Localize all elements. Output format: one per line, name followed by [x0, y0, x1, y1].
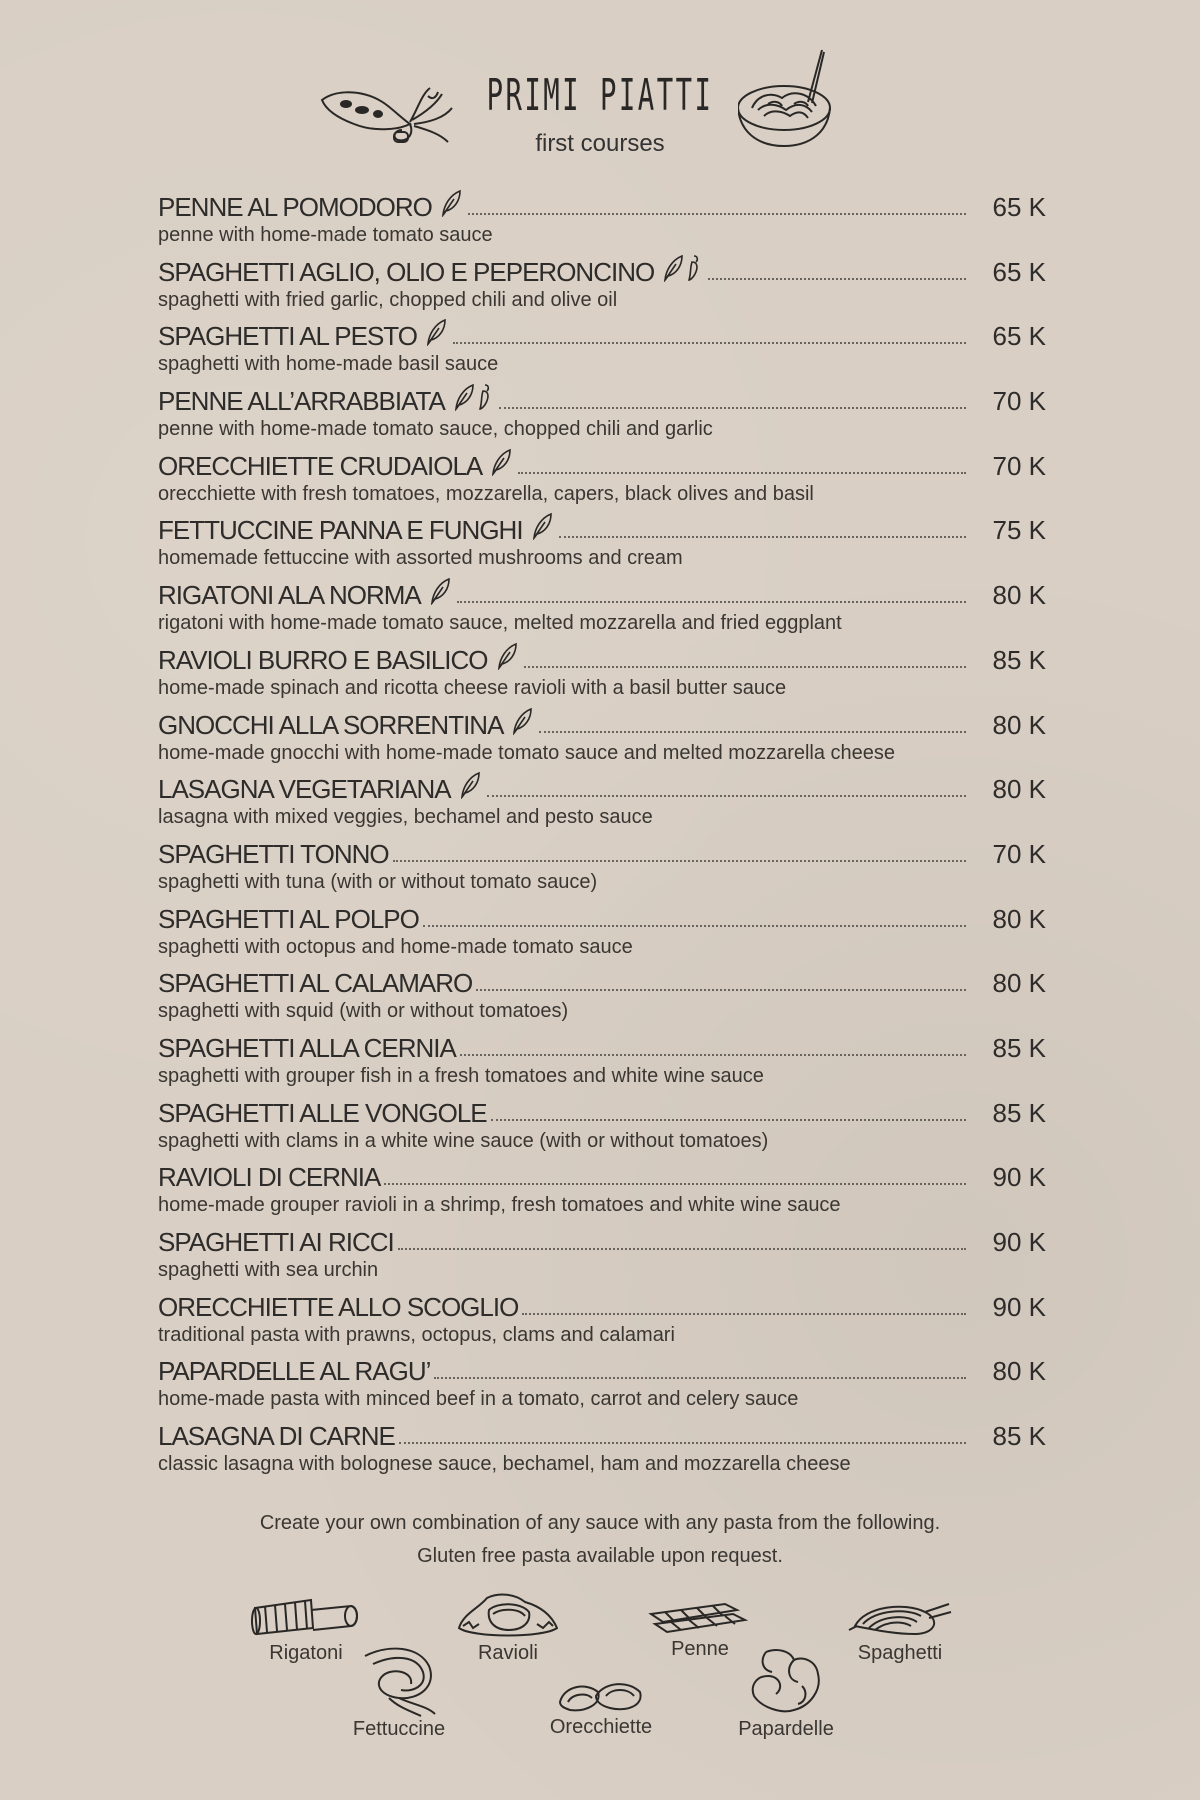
menu-item-price: 80 K [992, 903, 1046, 934]
menu-item-icons [662, 254, 704, 287]
menu-item-icons [496, 642, 520, 675]
menu-item-name: SPAGHETTI AI RICCI [158, 1227, 394, 1257]
menu-item-row [158, 1417, 1046, 1451]
menu-item-description: home-made pasta with minced beef in a tomato, carrot and celery sauce [158, 1388, 799, 1411]
leaf-icon [429, 577, 453, 610]
menu-item [158, 317, 1046, 382]
menu-item-name: SPAGHETTI AL CALAMARO [158, 968, 473, 999]
dot-leader [476, 988, 966, 991]
pasta-label-ravioli: Ravioli [477, 1642, 539, 1664]
leaf-icon [662, 254, 686, 287]
menu-item-name: ORECCHIETTE CRUDAIOLA [158, 450, 483, 481]
menu-header [0, 48, 1200, 168]
pasta-spaghetti [840, 1596, 960, 1665]
menu-item-row [158, 1288, 1046, 1322]
fettuccine-icon [359, 1642, 439, 1718]
menu-item-name: RAVIOLI BURRO E BASILICO [158, 644, 488, 675]
menu-item-name: FETTUCCINE PANNA E FUNGHI [158, 515, 523, 546]
menu-item-description: spaghetti with squid (with or without tomatoes) [158, 1000, 569, 1023]
pasta-ravioli [448, 1588, 568, 1665]
pasta-papardelle [726, 1646, 846, 1741]
menu-item-description: traditional pasta with prawns, octopus, clams and calamari [158, 1323, 675, 1346]
menu-item-row [158, 1352, 1046, 1386]
menu-item-name: ORECCHIETTE ALLO SCOGLIO [158, 1291, 519, 1322]
dot-leader [384, 1182, 966, 1185]
menu-item-price: 85 K [992, 1032, 1046, 1063]
menu-item [158, 770, 1046, 835]
menu-item-name: LASAGNA VEGETARIANA [158, 774, 451, 805]
menu-item-description: spaghetti with fried garlic, chopped chili and olive oil [158, 288, 618, 311]
menu-item-row [158, 1223, 1046, 1257]
menu-item-icons [459, 771, 483, 804]
chili-icon [686, 254, 704, 287]
dot-leader [491, 1118, 966, 1121]
pasta-orecchiette [541, 1676, 661, 1739]
menu-item [158, 835, 1046, 900]
menu-item [158, 964, 1046, 1029]
menu-item-row [158, 576, 1046, 610]
menu-item-description: classic lasagna with bolognese sauce, bechamel, ham and mozzarella cheese [158, 1453, 851, 1476]
menu-item [158, 1029, 1046, 1094]
menu-item-price: 90 K [992, 1162, 1046, 1193]
menu-item-name: SPAGHETTI AGLIO, OLIO E PEPERONCINO [158, 256, 655, 287]
menu-item-price: 65 K [992, 192, 1046, 222]
menu-item-row [158, 317, 1046, 351]
leaf-icon [440, 189, 464, 222]
dot-leader [468, 212, 966, 215]
menu-item-description: spaghetti with grouper fish in a fresh tomatoes and white wine sauce [158, 1064, 764, 1087]
menu-item [158, 382, 1046, 447]
menu-item-name: SPAGHETTI AL POLPO [158, 903, 419, 934]
pasta-label-orecchiette: Orecchiette [549, 1716, 653, 1738]
dot-leader [539, 730, 966, 733]
menu-item-price: 80 K [992, 709, 1046, 740]
leaf-icon [490, 448, 514, 481]
gluten-free-note: Gluten free pasta available upon request. [417, 1545, 783, 1567]
menu-item [158, 1352, 1046, 1417]
menu-item [158, 188, 1046, 253]
menu-item-name: PENNE AL POMODORO [158, 192, 432, 222]
menu-item-description: orecchiette with fresh tomatoes, mozzarella, capers, black olives and basil [158, 482, 814, 505]
menu-item-price: 65 K [992, 321, 1046, 352]
pasta-label-spaghetti: Spaghetti [857, 1642, 943, 1664]
menu-item [158, 1417, 1046, 1482]
menu-item-description: lasagna with mixed veggies, bechamel and pesto sauce [158, 806, 653, 829]
menu-item-row [158, 188, 1046, 222]
leaf-icon [511, 707, 535, 740]
menu-item-price: 80 K [992, 968, 1046, 999]
pasta-bowl-icon [738, 48, 838, 148]
menu-item-price: 90 K [992, 1227, 1046, 1257]
menu-item-description: penne with home-made tomato sauce, chopped chili and garlic [158, 418, 713, 441]
menu-item-row [158, 511, 1046, 545]
dot-leader [393, 859, 966, 862]
menu-item-row [158, 1094, 1046, 1128]
menu-item-description: spaghetti with octopus and home-made tomato sauce [158, 935, 633, 958]
menu-item [158, 253, 1046, 318]
menu-item-name: LASAGNA DI CARNE [158, 1421, 395, 1452]
menu-item [158, 511, 1046, 576]
leaf-icon [425, 318, 449, 351]
menu-item-row [158, 1029, 1046, 1063]
menu-item-price: 85 K [992, 1097, 1046, 1128]
menu-item-description: home-made grouper ravioli in a shrimp, fresh tomatoes and white wine sauce [158, 1194, 841, 1217]
dot-leader [499, 406, 966, 409]
menu-item-price: 70 K [992, 450, 1046, 481]
rigatoni-icon [251, 1594, 361, 1642]
leaf-icon [459, 771, 483, 804]
menu-item-name: RIGATONI ALA NORMA [158, 580, 421, 611]
menu-item-description: penne with home-made tomato sauce [158, 224, 493, 246]
dot-leader [457, 600, 966, 603]
dot-leader [460, 1053, 966, 1056]
menu-item-row [158, 253, 1046, 287]
menu-item-name: PENNE ALL’ARRABBIATA [158, 386, 445, 417]
menu-item-row [158, 706, 1046, 740]
menu-item-description: home-made gnocchi with home-made tomato sauce and melted mozzarella cheese [158, 741, 896, 764]
menu-item [158, 641, 1046, 706]
menu-item-name: RAVIOLI DI CERNIA [158, 1162, 381, 1193]
chili-icon [477, 383, 495, 416]
menu-item [158, 1158, 1046, 1223]
menu-item-icons [425, 318, 449, 351]
menu-item-icons [531, 512, 555, 545]
combination-note: Create your own combination of any sauce with any pasta from the following. [259, 1512, 941, 1534]
menu-item-price: 80 K [992, 1356, 1046, 1387]
page-title: PRIMI PIATTI [486, 70, 714, 121]
menu-item [158, 1288, 1046, 1353]
menu-item-icons [490, 448, 514, 481]
menu-item-name: SPAGHETTI ALLE VONGOLE [158, 1097, 487, 1128]
menu-item-price: 90 K [992, 1291, 1046, 1322]
menu-item-price: 80 K [992, 580, 1046, 611]
menu-item-price: 70 K [992, 838, 1046, 869]
menu-item [158, 1223, 1046, 1288]
orecchiette-icon [556, 1676, 646, 1716]
pasta-label-papardelle: Papardelle [738, 1718, 834, 1740]
menu-item-icons [429, 577, 453, 610]
pasta-label-fettuccine: Fettuccine [352, 1718, 446, 1740]
dot-leader [434, 1376, 966, 1379]
menu-list [158, 188, 1046, 1482]
menu-item [158, 576, 1046, 641]
leaf-icon [453, 383, 477, 416]
menu-item-description: spaghetti with sea urchin [158, 1259, 379, 1281]
dot-leader [453, 341, 966, 344]
leaf-icon [531, 512, 555, 545]
menu-item-description: spaghetti with tuna (with or without tomato sauce) [158, 870, 598, 893]
menu-item-name: SPAGHETTI ALLA CERNIA [158, 1032, 456, 1063]
menu-item-description: spaghetti with home-made basil sauce [158, 353, 499, 376]
leaf-icon [496, 642, 520, 675]
pasta-label-rigatoni: Rigatoni [269, 1642, 343, 1664]
dot-leader [559, 535, 966, 538]
menu-item-icons [511, 707, 535, 740]
menu-item-description: home-made spinach and ricotta cheese ravioli with a basil butter sauce [158, 676, 787, 699]
menu-item-row [158, 447, 1046, 481]
menu-item-description: homemade fettuccine with assorted mushrooms and cream [158, 547, 683, 570]
menu-item-icons [440, 189, 464, 222]
menu-item [158, 447, 1046, 512]
menu-item-price: 85 K [992, 644, 1046, 675]
menu-item-row [158, 382, 1046, 416]
menu-item-icons [453, 383, 495, 416]
menu-item-row [158, 835, 1046, 869]
menu-item-row [158, 1158, 1046, 1192]
papardelle-icon [746, 1646, 826, 1718]
menu-item [158, 1094, 1046, 1159]
menu-item-name: SPAGHETTI TONNO [158, 838, 389, 869]
dot-leader [399, 1441, 966, 1444]
ravioli-icon [453, 1588, 563, 1642]
pasta-fettuccine [339, 1642, 459, 1741]
menu-item-price: 70 K [992, 386, 1046, 417]
menu-item-description: spaghetti with clams in a white wine sauce (with or without tomatoes) [158, 1129, 769, 1152]
dot-leader [522, 1312, 966, 1315]
menu-item-row [158, 964, 1046, 998]
dot-leader [518, 471, 966, 474]
menu-item-row [158, 900, 1046, 934]
menu-item-description: rigatoni with home-made tomato sauce, melted mozzarella and fried eggplant [158, 612, 842, 635]
dot-leader [708, 277, 966, 280]
menu-item-name: SPAGHETTI AL PESTO [158, 321, 417, 352]
menu-item [158, 706, 1046, 771]
dot-leader [398, 1247, 966, 1250]
menu-item-name: PAPARDELLE AL RAGU’ [158, 1356, 431, 1387]
menu-item-row [158, 641, 1046, 675]
menu-item-price: 80 K [992, 774, 1046, 805]
menu-item-name: GNOCCHI ALLA SORRENTINA [158, 709, 504, 740]
penne-icon [645, 1600, 755, 1638]
menu-item-price: 85 K [992, 1421, 1046, 1452]
dot-leader [487, 794, 966, 797]
menu-item-price: 65 K [992, 256, 1046, 287]
spaghetti-icon [845, 1596, 955, 1642]
dot-leader [524, 665, 966, 668]
pasta-label-penne: Penne [671, 1638, 729, 1660]
page-subtitle: first courses [535, 130, 665, 157]
menu-item-price: 75 K [992, 515, 1046, 546]
menu-item-row [158, 770, 1046, 804]
menu-item [158, 900, 1046, 965]
dot-leader [423, 924, 966, 927]
